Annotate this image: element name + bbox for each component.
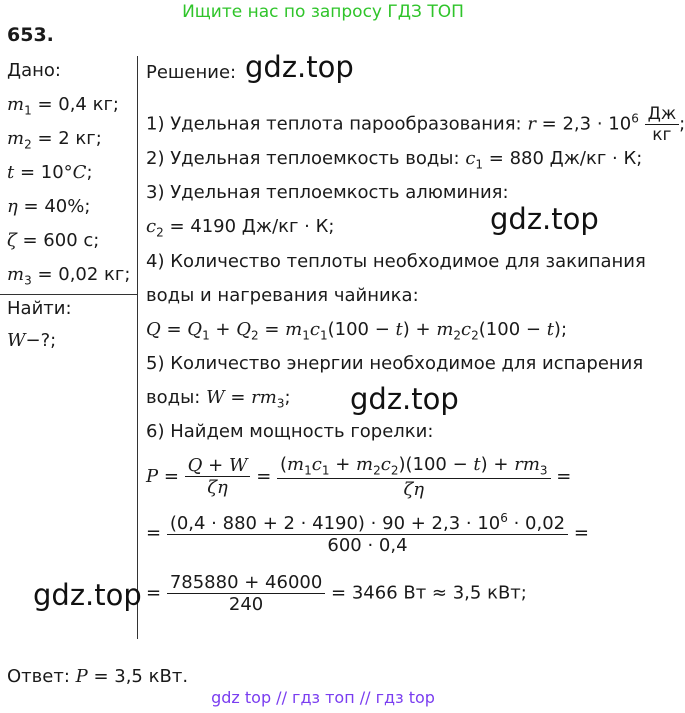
step-1: 1) Удельная теплота парообразования: $r = 2,3 \cdot 10^6$ $\frac{Дж}{кг}$ ;: [146, 104, 685, 145]
step-4-line2: воды и нагревания чайника:: [146, 285, 419, 306]
given-m2: $m_2 = 2$ кг;: [7, 128, 102, 152]
given-m1: $m_1 = 0,4$ кг;: [7, 94, 119, 118]
power-formula: P = $\frac{Q + W}{\zeta\eta}$ = $\frac{(m_1c_1 + m_2c_2)(100 - t) + rm_3}{\zeta\eta}$ =: [146, 454, 572, 500]
power-substitution: = $\frac{(0,4 \cdot 880 + 2 \cdot 4190) \cdot 90 + 2,3 \cdot 10^6 \cdot 0,02}{600 \cdot 0,4}$ =: [146, 511, 589, 556]
given-eta: η = 40%;: [7, 196, 91, 217]
bottom-links[interactable]: gdz top // гдз топ // гдз top: [211, 688, 435, 707]
problem-number: 653.: [7, 24, 54, 46]
given-t: t = 10°C;: [7, 162, 93, 183]
step-5-line2: воды: $W = rm_3$;: [146, 387, 291, 411]
step-3: 3) Удельная теплоемкость алюминия:: [146, 182, 509, 203]
step-5: 5) Количество энергии необходимое для испарения: [146, 353, 644, 374]
watermark: gdz.top: [245, 50, 354, 84]
power-result: = $\frac{785880 + 46000}{240}$ = 3466 Вт ≈ 3,5 кВт;: [146, 572, 527, 615]
step-2: 2) Удельная теплоемкость воды: $c_1 = 880$ Дж/кг · К;: [146, 148, 643, 172]
answer: Ответ: P = 3,5 кВт.: [7, 666, 189, 687]
watermark: gdz.top: [350, 382, 459, 416]
find-item: W−?;: [7, 330, 57, 351]
given-title: Дано:: [7, 60, 61, 81]
top-banner[interactable]: Ищите нас по запросу ГДЗ ТОП: [182, 2, 464, 22]
vertical-divider: [137, 56, 138, 639]
step-3-value: $c_2 = 4190$ Дж/кг · К;: [146, 216, 335, 240]
step-6: 6) Найдем мощность горелки:: [146, 421, 434, 442]
step-4-formula: $Q = Q_1 + Q_2 = m_1c_1(100 - t) + m_2c_2(100 - t)$;: [146, 319, 568, 343]
find-title: Найти:: [7, 298, 72, 319]
given-m3: $m_3 = 0,02$ кг;: [7, 264, 131, 288]
given-zeta: ζ = 600 с;: [7, 230, 100, 251]
horizontal-divider: [0, 294, 137, 295]
step-4: 4) Количество теплоты необходимое для закипания: [146, 251, 646, 272]
solution-title: Решение:: [146, 62, 237, 83]
watermark: gdz.top: [490, 202, 599, 236]
watermark: gdz.top: [33, 578, 142, 612]
